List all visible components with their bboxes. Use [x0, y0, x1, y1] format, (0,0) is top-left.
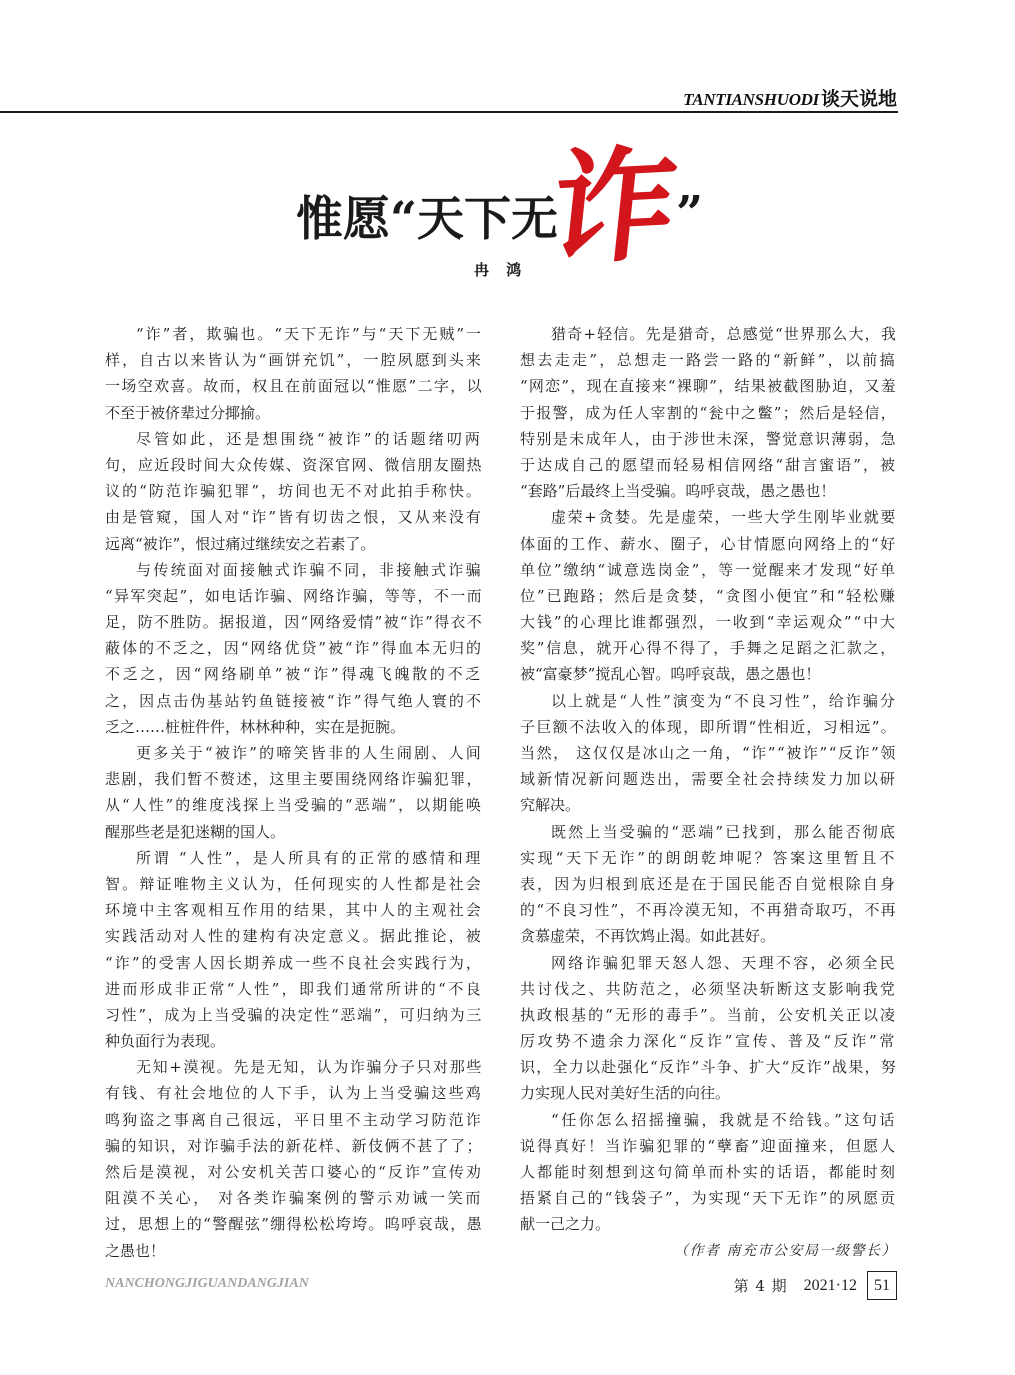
- text-line: 猎奇+轻信。先是猎奇，总感觉“世界那么大，我: [551, 325, 897, 343]
- page-number: 51: [867, 1271, 897, 1300]
- text-line: 进而形成非正常“人性”，即我们通常所讲的“不良: [105, 979, 483, 998]
- text-line: 既然上当受骗的“恶端”已找到，那么能否彻底: [551, 822, 897, 841]
- text-line: 力实现人民对美好生活的向往。: [520, 1084, 731, 1103]
- folio: [734, 1271, 897, 1300]
- text-line: 样，自古以来皆认为“画饼充饥”，一腔夙愿到头来: [105, 351, 483, 370]
- text-line: 表，因为归根到底还是在于国民能否自觉根除自身: [520, 874, 897, 893]
- text-line: 所谓 “人性”，是人所具有的正常的感情和理: [136, 848, 483, 867]
- text-line: 由是管窥，国人对“诈”皆有切齿之恨，又从来没有: [105, 508, 483, 527]
- paragraph: [105, 321, 483, 426]
- text-line: 从“人性”的维度浅探上当受骗的“恶端”，以期能唤: [105, 796, 483, 815]
- text-line: 共讨伐之、共防范之，必须坚决斩断这支影响我党: [520, 979, 897, 998]
- text-line: 于报警，成为任人宰割的“瓮中之鳖”；然后是轻信，: [520, 403, 897, 422]
- text-line: 的“不良习性”，不再冷漠无知，不再猎奇取巧，不再: [520, 901, 897, 920]
- text-line: 究解决。: [520, 796, 581, 815]
- text-line: 乏之……桩桩件件，林林种种，实在是扼腕。: [105, 717, 406, 736]
- text-line: 种负面行为表现。: [105, 1032, 226, 1051]
- text-line: 骗的知识，对诈骗手法的新花样、新伎俩不甚了了；: [105, 1136, 483, 1155]
- issue-number: 第 4 期: [733, 1277, 788, 1295]
- left-column: [105, 321, 483, 1264]
- text-line: 单位”缴纳“诚意选岗金”，等一觉醒来才发现“好单: [520, 560, 897, 579]
- text-line: 更多关于“被诈”的啼笑皆非的人生闹剧、人间: [136, 744, 483, 762]
- text-line: 被“富豪梦”搅乱心智。呜呼哀哉，愚之愚也！: [520, 665, 821, 684]
- paragraph: [105, 845, 483, 1055]
- right-column: [520, 321, 897, 1264]
- issue-date: 2021·12: [803, 1276, 857, 1294]
- text-line: “网恋”，现在直接来“裸聊”，结果被截图胁迫，又羞: [520, 377, 897, 396]
- text-line: 位”已跑路；然后是贪婪，“贪图小便宜”和“轻松赚: [520, 586, 897, 605]
- text-line: 贪慕虚荣，不再饮鸩止渴。如此甚好。: [520, 927, 776, 946]
- text-line: 人都能时刻想到这句简单而朴实的话语，都能时刻: [520, 1163, 897, 1181]
- paragraph: [520, 950, 897, 1107]
- text-line: 说得真好！当诈骗犯罪的“孽畜”迎面撞来，但愿人: [520, 1136, 897, 1155]
- text-line: 句，应近段时间大众传媒、资深官网、微信朋友圈热: [105, 455, 483, 474]
- text-line: 智。辩证唯物主义认为，任何现实的人性都是社会: [105, 874, 483, 893]
- text-line: 阻漠不关心， 对各类诈骗案例的警示劝诫一笑而: [105, 1189, 483, 1208]
- text-line: 实现“天下无诈”的朗朗乾坤呢？答案这里暂且不: [520, 848, 897, 867]
- text-line: 厉攻势不遗余力深化“反诈”宣传、普及“反诈”常: [520, 1032, 897, 1051]
- article-title-highlight: 诈: [543, 132, 685, 284]
- text-line: 有钱、有社会地位的人下手，认为上当受骗这些鸡: [105, 1084, 483, 1103]
- article-title: 惟愿“天下无: [296, 192, 559, 247]
- text-line: 悲剧，我们暂不赘述，这里主要围绕网络诈骗犯罪，: [105, 770, 483, 789]
- text-line: 以上就是“人性”演变为“不良习性”，给诈骗分: [551, 691, 897, 710]
- section-name-roman: TANTIANSHUODI: [683, 90, 819, 109]
- paragraph: [105, 1054, 483, 1264]
- text-line: 奖”信息，就开心得不得了，手舞之足蹈之汇款之，: [520, 639, 897, 658]
- running-header: [683, 84, 897, 110]
- text-line: 子巨额不法收入的体现，即所谓“性相近，习相远”。: [520, 717, 897, 736]
- text-line: 执政根基的“无形的毒手”。当前，公安机关正以凌: [520, 1005, 897, 1024]
- text-line: 之，因点击伪基站钓鱼链接被“诈”得气绝人寰的不: [105, 691, 483, 710]
- text-line: 虚荣+贪婪。先是虚荣，一些大学生刚毕业就要: [551, 508, 897, 527]
- text-line: 不至于被侪辈过分揶揄。: [105, 403, 271, 422]
- text-line: “诈”的受害人因长期养成一些不良社会实践行为，: [105, 953, 483, 972]
- paragraph: [520, 504, 897, 687]
- text-line: 无知+漠视。先是无知，认为诈骗分子只对那些: [136, 1058, 483, 1077]
- text-line: 网络诈骗犯罪天怒人怨、天理不容，必须全民: [551, 953, 897, 972]
- text-line: 识，全力以赴强化“反诈”斗争、扩大“反诈”战果，努: [520, 1058, 897, 1077]
- text-line: 与传统面对面接触式诈骗不同，非接触式诈骗: [136, 560, 483, 579]
- text-line: “诈”者，欺骗也。“天下无诈”与“天下无贼”一: [136, 325, 483, 343]
- text-line: 足，防不胜防。据报道，因“网络爱情”被“诈”得衣不: [105, 613, 483, 632]
- text-line: 议的“防范诈骗犯罪”，坊间也无不对此拍手称快。: [105, 482, 483, 501]
- text-line: 实践活动对人性的建构有决定意义。据此推论，被: [105, 927, 483, 946]
- text-line: “异军突起”，如电话诈骗、网络诈骗，等等，不一而: [105, 586, 483, 605]
- header-rule: [0, 111, 898, 113]
- text-line: 一场空欢喜。故而，权且在前面冠以“惟愿”二字，以: [105, 377, 483, 396]
- paragraph: [520, 321, 897, 504]
- text-line: 体面的工作、薪水、圈子，心甘情愿向网络上的“好: [520, 534, 897, 553]
- text-line: 鸣狗盗之事离自己很远，平日里不主动学习防范诈: [105, 1110, 483, 1129]
- text-line: 远离“被诈”，恨过痛过继续安之若素了。: [105, 534, 376, 553]
- text-line: 当然， 这仅仅是冰山之一角，“诈”“被诈”“反诈”领: [520, 744, 897, 762]
- text-line: 不乏之，因“网络刷单”被“诈”得魂飞魄散的不乏: [105, 665, 483, 684]
- text-line: 过，思想上的“警醒弦”绷得松松垮垮。呜呼哀哉，愚: [105, 1215, 483, 1234]
- text-line: 特别是未成年人，由于涉世未深，警觉意识薄弱，急: [520, 429, 897, 448]
- publication-name-roman: NANCHONGJIGUANDANGJIAN: [105, 1276, 309, 1291]
- text-line: “任你怎么招摇撞骗，我就是不给钱。”这句话: [551, 1110, 897, 1129]
- text-line: 然后是漠视，对公安机关苦口婆心的“反诈”宣传劝: [105, 1163, 483, 1181]
- section-name-chinese: 谈天说地: [820, 88, 897, 110]
- text-line: 醒那些老是犯迷糊的国人。: [105, 822, 286, 841]
- text-line: 大钱”的心理比谁都强烈，一收到“幸运观众”“中大: [520, 613, 897, 632]
- paragraph: [520, 688, 897, 819]
- text-line: 蔽体的不乏之，因“网络优贷”被“诈”得血本无归的: [105, 639, 483, 658]
- paragraph: [105, 557, 483, 740]
- text-line: 捂紧自己的“钱袋子”，为实现“天下无诈”的夙愿贡: [520, 1189, 897, 1208]
- text-line: “套路”后最终上当受骗。呜呼哀哉，愚之愚也！: [520, 482, 836, 501]
- text-line: 于达成自己的愿望而轻易相信网络“甜言蜜语”，被: [520, 455, 897, 474]
- text-line: 习性”，成为上当受骗的决定性“恶端”，可归纳为三: [105, 1005, 483, 1024]
- paragraph: [520, 819, 897, 950]
- author-name: 冉 鸿: [474, 261, 528, 279]
- article-title-closing-quote: ”: [676, 186, 704, 241]
- text-line: 尽管如此，还是想围绕“被诈”的话题绪叨两: [136, 429, 483, 448]
- paragraph: [105, 426, 483, 557]
- paragraph: [105, 740, 483, 845]
- paragraph: [520, 1107, 897, 1238]
- text-line: 献一己之力。: [520, 1215, 611, 1234]
- text-line: 环境中主客观相互作用的结果，其中人的主观社会: [105, 901, 483, 920]
- text-line: 域新情况新问题迭出，需要全社会持续发力加以研: [520, 770, 897, 789]
- text-line: 之愚也！: [105, 1241, 166, 1260]
- text-line: 想去走走”，总想走一路尝一路的“新鲜”，以前搞: [520, 351, 897, 370]
- author-byline: （作者 南充市公安局一级警长）: [674, 1242, 897, 1259]
